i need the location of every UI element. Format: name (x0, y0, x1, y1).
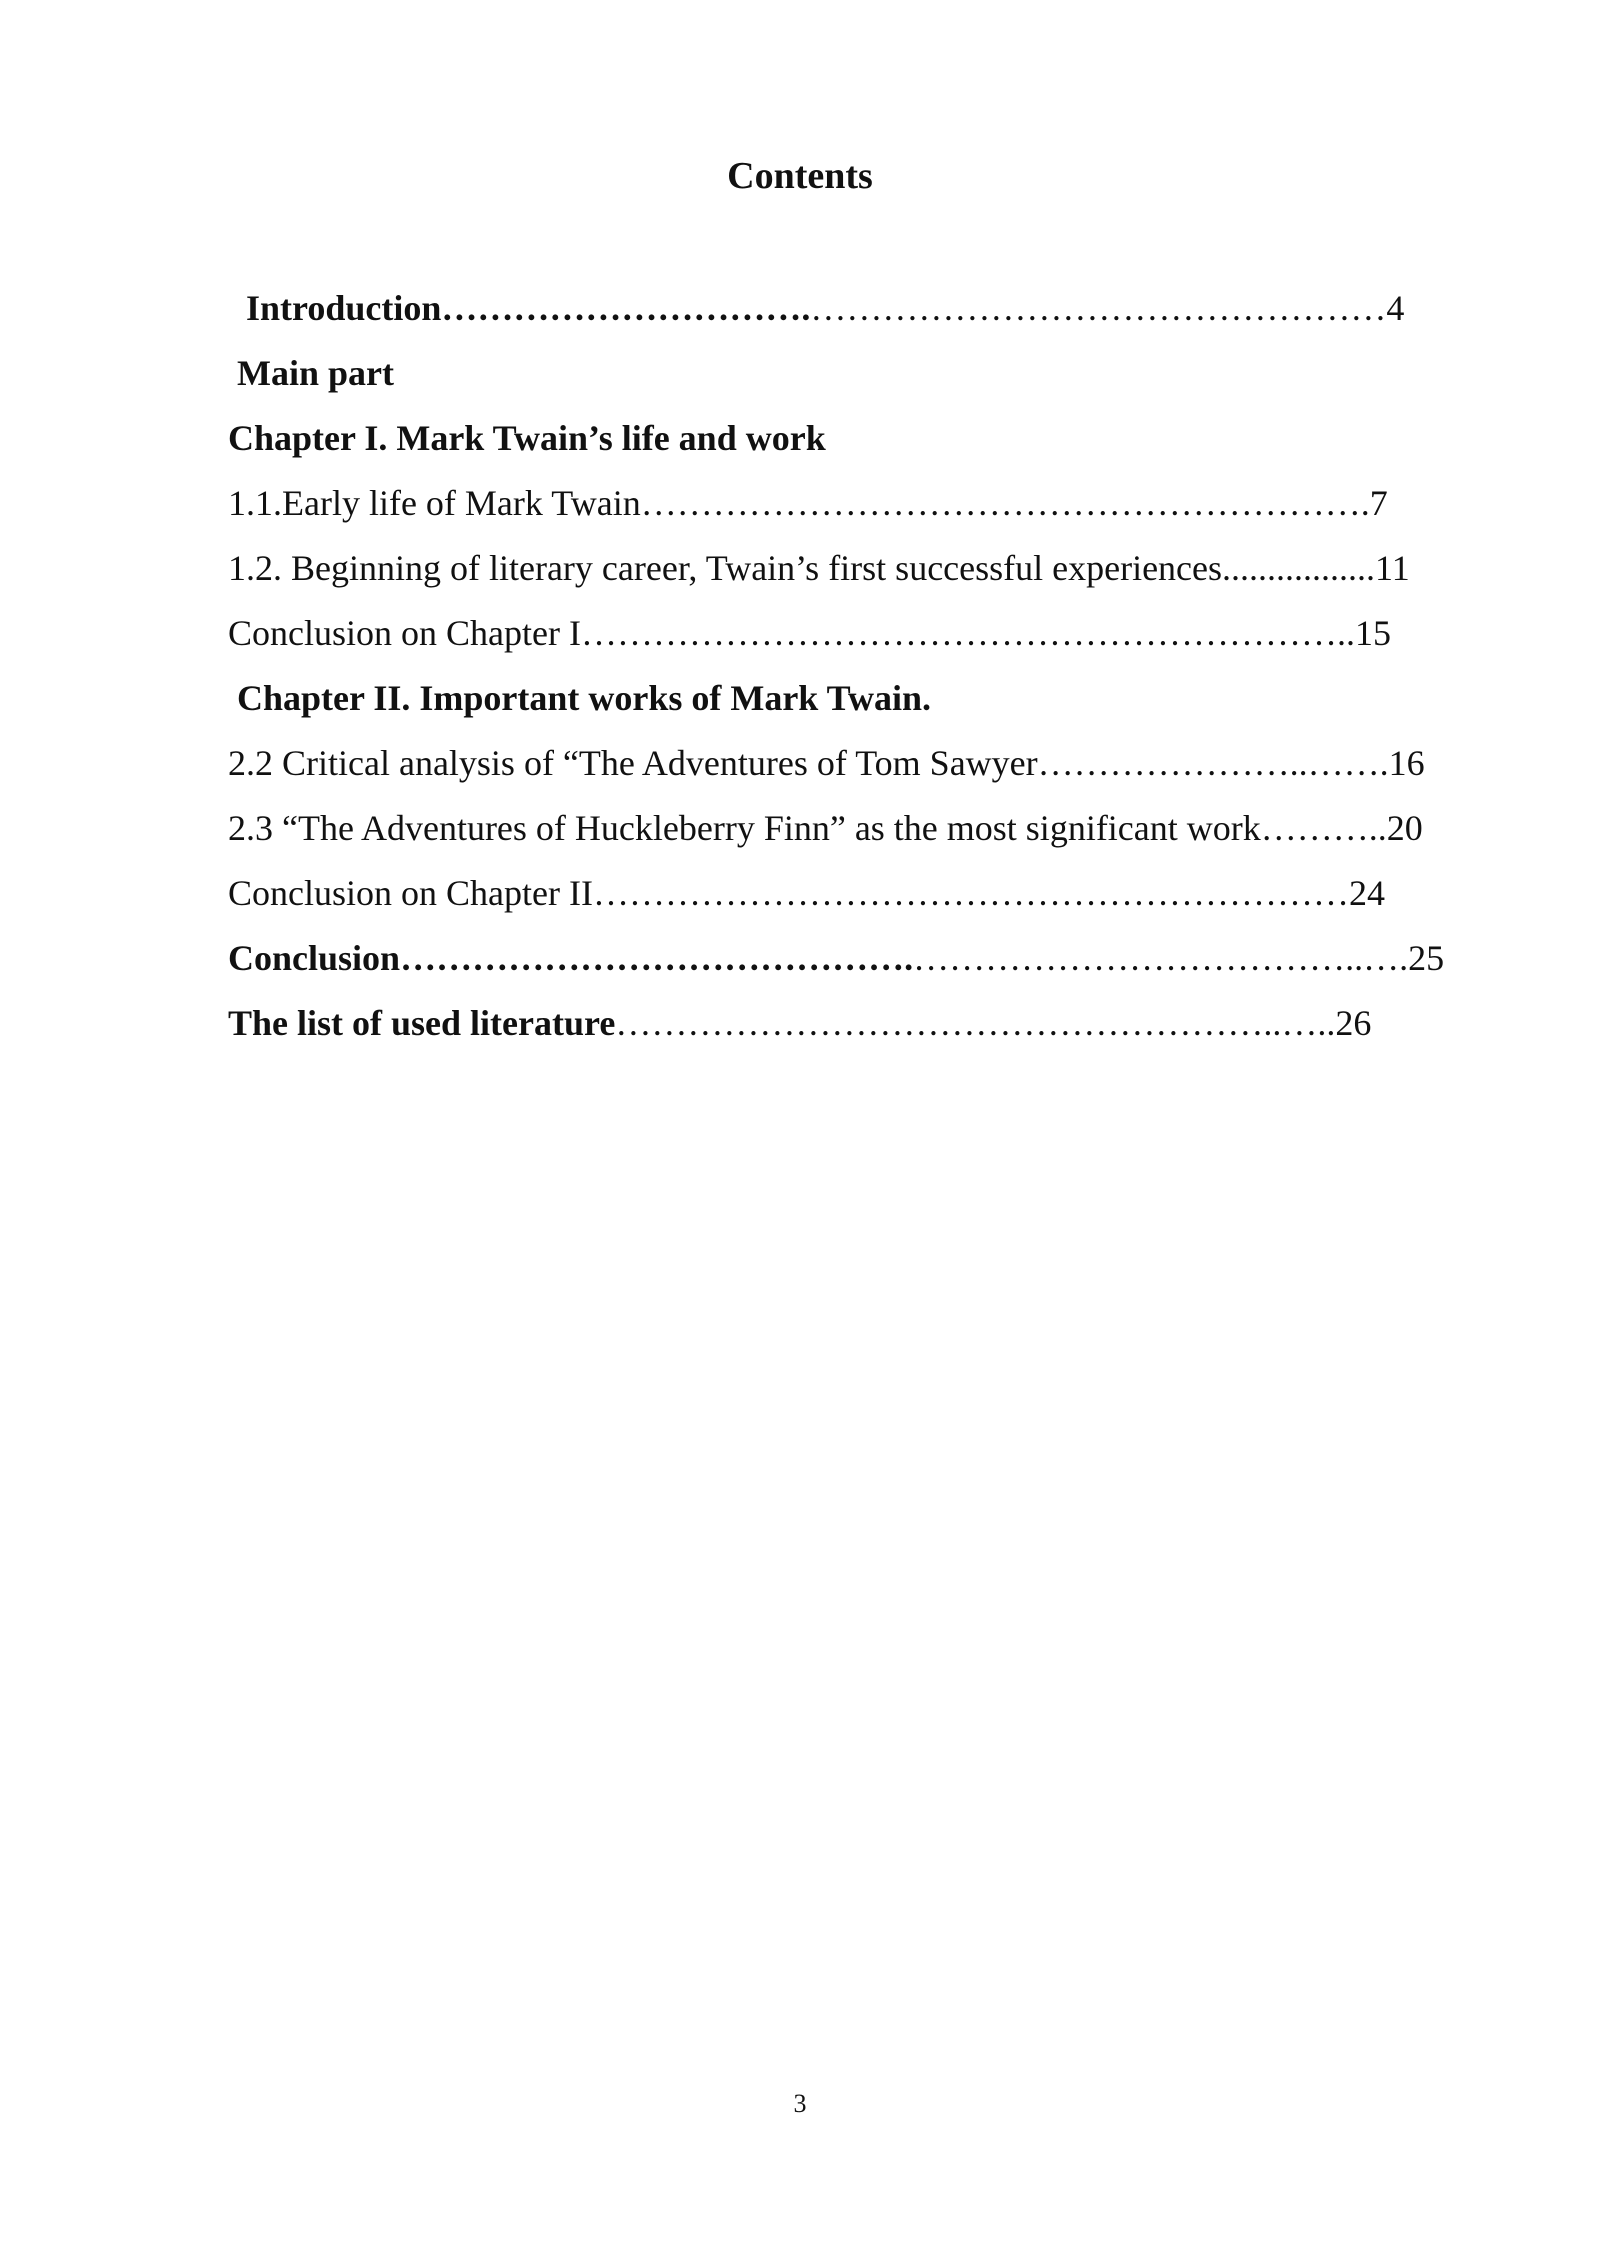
toc-page-number: 20 (1386, 808, 1423, 848)
toc-entry-1-2 (228, 542, 1410, 594)
toc-page-number: 4 (1386, 288, 1405, 328)
dot-leader: …………………..……. (1037, 743, 1389, 783)
toc-entry-label: 2.3 “The Adventures of Huckleberry Finn” as the most significant work (228, 808, 1261, 848)
page-number: 3 (793, 2089, 807, 2118)
dot-leader: ………………………………………………..….. (615, 1003, 1336, 1043)
toc-entry-conclusion-chapter-2 (228, 867, 1385, 919)
toc-page-number: 26 (1335, 1003, 1372, 1043)
dot-leader: ………………………………………… (810, 288, 1387, 328)
toc-entry-label: The list of used literature (228, 1003, 616, 1043)
toc-entry-1-1 (228, 477, 1388, 529)
toc-page-number: 25 (1408, 938, 1445, 978)
toc-entry-label: Introduction (246, 288, 442, 328)
toc-entry-label: Conclusion (228, 938, 401, 978)
toc-page-number: 16 (1388, 743, 1425, 783)
toc-heading-chapter-1: Chapter I. Mark Twain’s life and work (228, 418, 826, 458)
dot-leader: ………………………………..…. (913, 938, 1409, 978)
dot-leader: ……………………………………………………….. (580, 613, 1355, 653)
toc-entry-label: Conclusion on Chapter I (228, 613, 581, 653)
toc-page-number: 15 (1354, 613, 1391, 653)
contents-title: Contents (727, 155, 873, 197)
dot-leader: ……….. (1260, 808, 1387, 848)
toc-entry-conclusion-chapter-1 (228, 607, 1391, 659)
dot-leader: ……………………………………. (400, 938, 914, 978)
toc-entry-introduction (246, 282, 1404, 334)
toc-entry-conclusion (228, 932, 1444, 984)
dot-leader: ................. (1222, 548, 1376, 588)
dot-leader: ……………………………………………………. (640, 483, 1370, 523)
dot-leader: …………………………. (441, 288, 811, 328)
toc-page-number: 7 (1369, 483, 1388, 523)
toc-entry-2-3 (228, 802, 1423, 854)
toc-entry-2-2 (228, 737, 1425, 789)
toc-entry-label: 1.2. Beginning of literary career, Twain’s first successful experiences (228, 548, 1223, 588)
toc-entry-label: 1.1.Early life of Mark Twain (228, 483, 641, 523)
toc-heading-chapter-2: Chapter II. Important works of Mark Twain. (237, 678, 932, 718)
toc-entry-label: Conclusion on Chapter II (228, 873, 593, 913)
toc-entry-literature (228, 997, 1371, 1049)
toc-heading-main-part: Main part (237, 353, 394, 393)
dot-leader: ……………………………………………………… (592, 873, 1349, 913)
toc-page-number: 24 (1348, 873, 1385, 913)
toc-page-number: 11 (1375, 548, 1410, 588)
toc-entry-label: 2.2 Critical analysis of “The Adventures of Tom Sawyer (228, 743, 1038, 783)
